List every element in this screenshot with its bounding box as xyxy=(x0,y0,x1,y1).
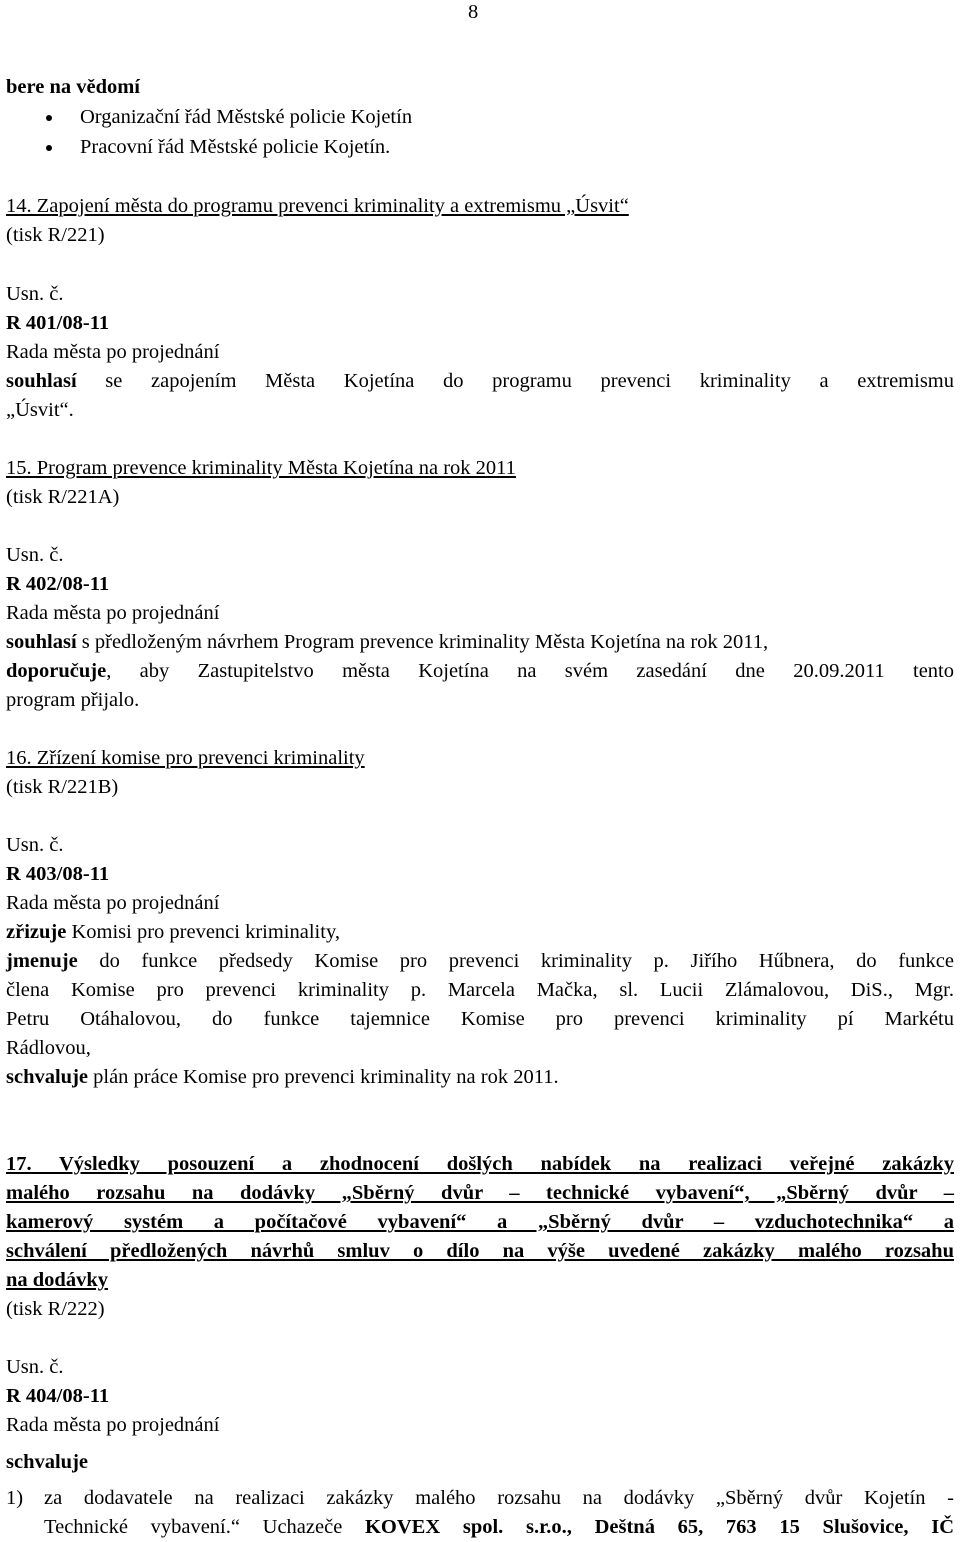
item16-line-6: schvaluje plán práce Komise pro prevenci kriminality na rok 2011. xyxy=(6,1066,559,1088)
item17-title-line-4: schválení předložených návrhů smluv o dílo na výše uvedené zakázky malého rozsahu xyxy=(6,1240,954,1262)
item16-resolution: R 403/08-11 xyxy=(6,863,110,885)
item17-list-line-1: za dodavatele na realizaci zakázky malého rozsahu na dodávky „Sběrný dvůr Kojetín - xyxy=(44,1487,954,1509)
intro-heading: bere na vědomí xyxy=(6,76,141,98)
list-number: 1) xyxy=(6,1487,24,1509)
item16-tisk: (tisk R/221B) xyxy=(6,776,119,798)
item17-usn: Usn. č. xyxy=(6,1356,64,1378)
item14-line-2: „Úsvit“. xyxy=(6,399,74,421)
item15-tisk: (tisk R/221A) xyxy=(6,486,120,508)
page-number: 8 xyxy=(468,1,479,23)
item16-line-3: člena Komise pro prevenci kriminality p. Marcela Mačka, sl. Lucii Zlámalovou, DiS., Mgr. xyxy=(6,979,954,1001)
bullet-item-1: Organizační řád Městské policie Kojetín xyxy=(80,106,413,128)
item16-verb-3: schvaluje xyxy=(6,1066,88,1088)
item15-title: 15. Program prevence kriminality Města Kojetína na rok 2011 xyxy=(6,457,516,479)
item17-list-line-2: Technické vybavení.“ Uchazeče KOVEX spol. s.r.o., Deštná 65, 763 15 Slušovice, IČ xyxy=(44,1516,954,1538)
item16-verb-1: zřizuje xyxy=(6,921,67,943)
item15-verb-2: doporučuje xyxy=(6,660,107,682)
item14-rada: Rada města po projednání xyxy=(6,341,220,363)
item14-verb: souhlasí xyxy=(6,370,77,392)
item15-line-3: program přijalo. xyxy=(6,689,140,711)
item14-tisk: (tisk R/221) xyxy=(6,224,105,246)
item16-title: 16. Zřízení komise pro prevenci kriminality xyxy=(6,747,365,769)
bullet-icon xyxy=(46,145,52,151)
item17-title-line-2: malého rozsahu na dodávky „Sběrný dvůr – technické vybavení“, „Sběrný dvůr – xyxy=(6,1182,954,1204)
item15-usn: Usn. č. xyxy=(6,544,64,566)
item15-verb-1: souhlasí xyxy=(6,631,77,653)
item14-title: 14. Zapojení města do programu prevenci kriminality a extremismu „Úsvit“ xyxy=(6,195,629,217)
item17-verb: schvaluje xyxy=(6,1451,88,1473)
item15-line-2: doporučuje, aby Zastupitelstvo města Kojetína na svém zasedání dne 20.09.2011 tento xyxy=(6,660,954,682)
item14-usn: Usn. č. xyxy=(6,283,64,305)
item15-resolution: R 402/08-11 xyxy=(6,573,110,595)
item15-rada: Rada města po projednání xyxy=(6,602,220,624)
item17-resolution: R 404/08-11 xyxy=(6,1385,110,1407)
item16-rada: Rada města po projednání xyxy=(6,892,220,914)
item16-line-2: jmenuje do funkce předsedy Komise pro prevenci kriminality p. Jiřího Hűbnera, do funkce xyxy=(6,950,954,972)
item14-line-1: souhlasí se zapojením Města Kojetína do programu prevenci kriminality a extremismu xyxy=(6,370,954,392)
bullet-icon xyxy=(46,115,52,121)
item16-line-1: zřizuje Komisi pro prevenci kriminality, xyxy=(6,921,340,943)
item17-title-line-5: na dodávky xyxy=(6,1269,108,1291)
item16-verb-2: jmenuje xyxy=(6,950,78,972)
item17-rada: Rada města po projednání xyxy=(6,1414,220,1436)
item16-line-4: Petru Otáhalovou, do funkce tajemnice Komise pro prevenci kriminality pí Markétu xyxy=(6,1008,954,1030)
item15-line-1: souhlasí s předloženým návrhem Program prevence kriminality Města Kojetína na rok 2011, xyxy=(6,631,769,653)
supplier-name: KOVEX spol. s.r.o., Deštná 65, 763 15 Slušovice, IČ xyxy=(364,1516,954,1538)
item17-title-line-1: 17. Výsledky posouzení a zhodnocení došlých nabídek na realizaci veřejné zakázky xyxy=(6,1153,954,1175)
item16-line-5: Rádlovou, xyxy=(6,1037,91,1059)
bullet-item-2: Pracovní řád Městské policie Kojetín. xyxy=(80,136,391,158)
item16-usn: Usn. č. xyxy=(6,834,64,856)
item17-title-line-3: kamerový systém a počítačové vybavení“ a „Sběrný dvůr – vzduchotechnika“ a xyxy=(6,1211,954,1233)
item14-resolution: R 401/08-11 xyxy=(6,312,110,334)
item17-tisk: (tisk R/222) xyxy=(6,1298,105,1320)
